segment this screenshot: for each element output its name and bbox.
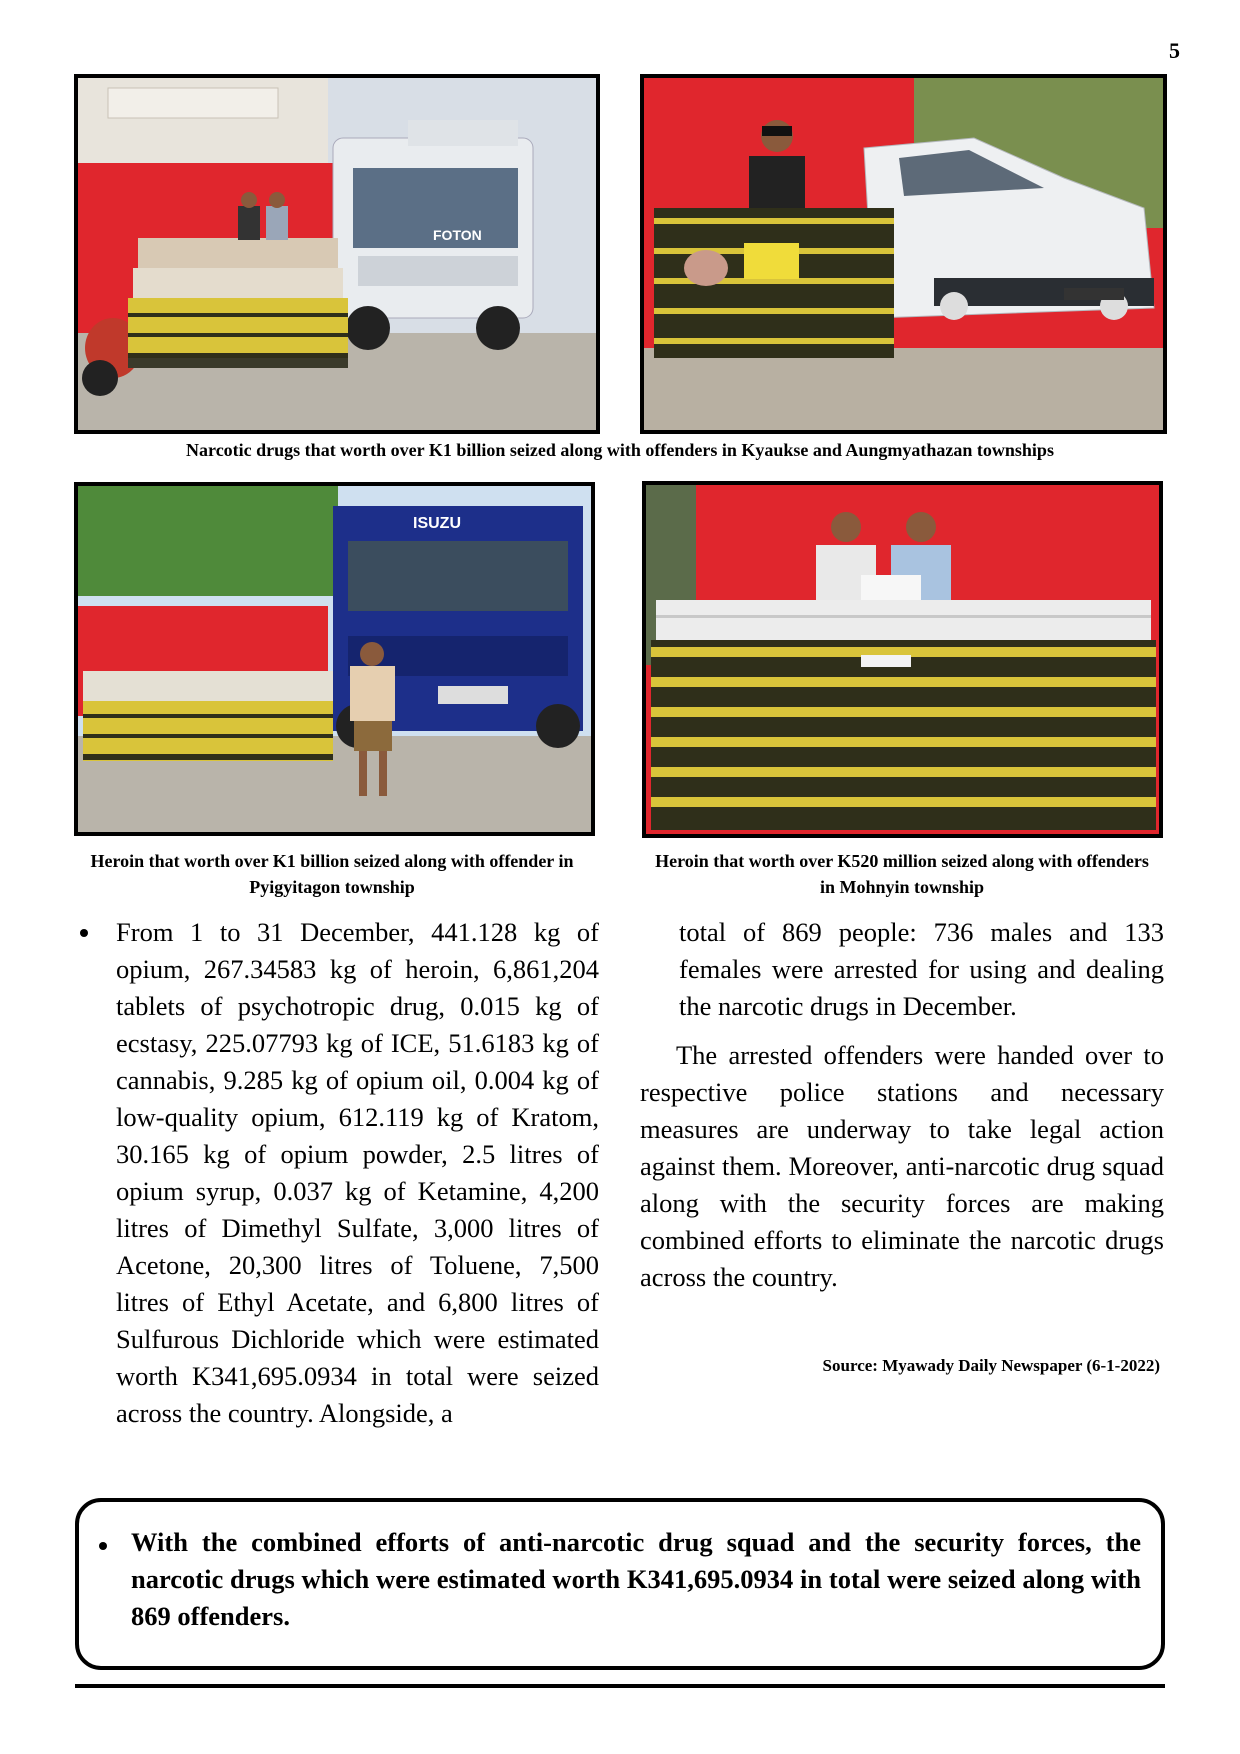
summary-text: With the combined efforts of anti-narcotic drug squad and the security forces, the narcotic drugs which were estimated worth K341,695.0934 in total were seized along with 869 offenders.: [131, 1527, 1141, 1631]
page-number: 5: [1169, 38, 1180, 63]
caption-bottom-left: Heroin that worth over K1 billion seized along with offender in Pyigyitagon township: [90, 851, 574, 897]
caption-bottom-right: Heroin that worth over K520 million seized along with offenders in Mohnyin township: [655, 851, 1149, 897]
photo-aungmyathazan-seizure: [640, 74, 1167, 434]
bottom-rule: [75, 1684, 1165, 1688]
article-right-column: [640, 914, 1164, 1296]
summary-bullet-icon: [99, 1542, 107, 1550]
photo-kyaukse-seizure: [74, 74, 600, 434]
source-citation: Source: Myawady Daily Newspaper (6-1-2022): [822, 1356, 1160, 1375]
photo-pyigyitagon-seizure: [74, 482, 595, 836]
legal-action-paragraph: The arrested offenders were handed over to respective police stations and necessary measures are underway to take legal action against them. Moreover, anti-narcotic drug squad along with the security forces are making combined efforts to eliminate the narcotic drugs across the country.: [640, 1040, 1164, 1292]
truck-brand-label-2: ISUZU: [413, 515, 461, 532]
article-bullet-item: [75, 914, 599, 1432]
bullet-icon: [80, 929, 88, 937]
article-left-column: [75, 914, 599, 1432]
truck-brand-label: FOTON: [433, 227, 482, 243]
photo-mohnyin-seizure: [642, 481, 1163, 838]
arrests-continuation-text: total of 869 people: 736 males and 133 females were arrested for using and dealing the narcotic drugs in December.: [679, 917, 1164, 1021]
summary-box: [75, 1498, 1165, 1670]
caption-top: Narcotic drugs that worth over K1 billion seized along with offenders in Kyaukse and Aungmyathazan townships: [186, 440, 1054, 460]
seizure-statistics-text: From 1 to 31 December, 441.128 kg of opium, 267.34583 kg of heroin, 6,861,204 tablets of psychotropic drug, 0.015 kg of ecstasy, 225.07793 kg of ICE, 51.6183 kg of cannabis, 9.285 kg of opium oil, 0.004 kg of low-quality opium, 612.119 kg of Kratom, 30.165 kg of opium powder, 2.5 litres of opium syrup, 0.037 kg of Ketamine, 4,200 litres of Dimethyl Sulfate, 3,000 litres of Acetone, 20,300 litres of Toluene, 7,500 litres of Ethyl Acetate, and 6,800 litres of Sulfurous Dichloride which were estimated worth K341,695.0934 in total were seized across the country. Alongside, a: [116, 917, 599, 1428]
